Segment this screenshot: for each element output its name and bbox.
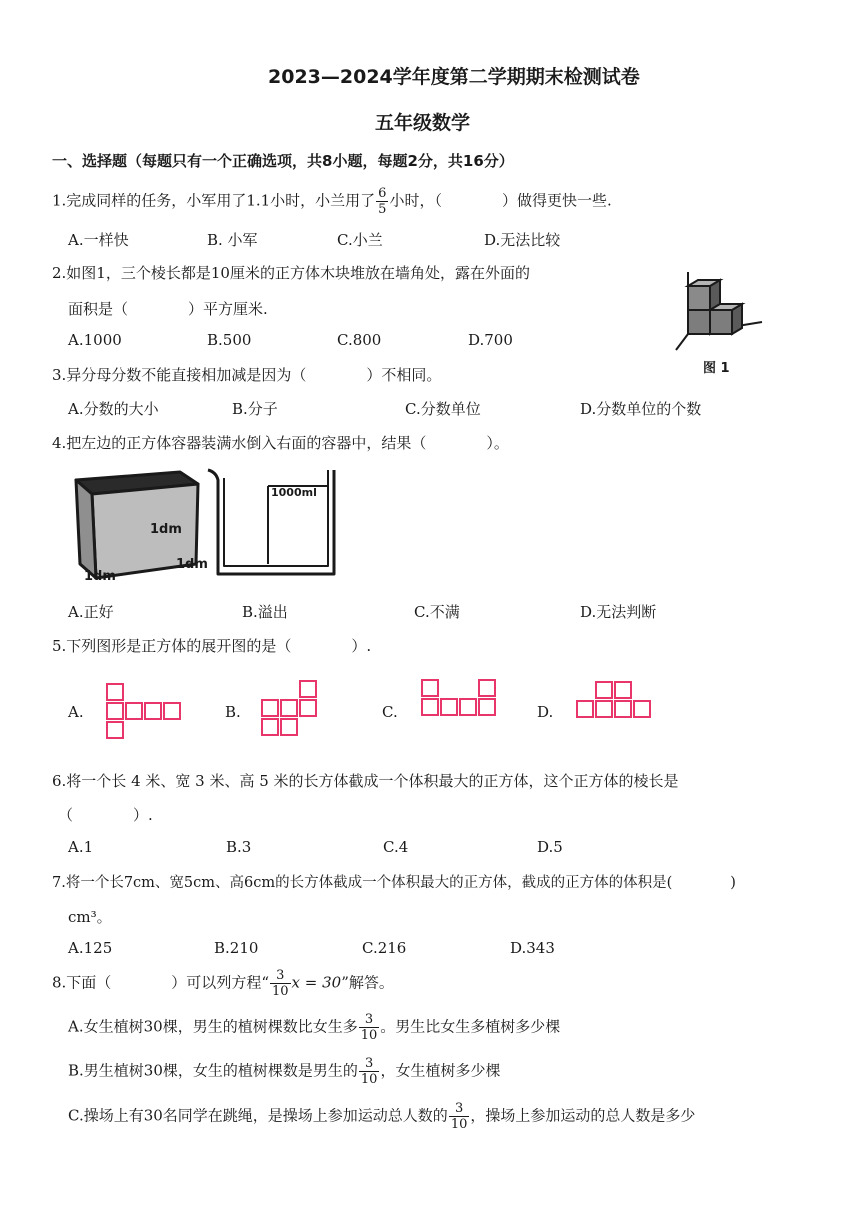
q8-text-b: ”解答。 — [341, 973, 394, 992]
q8-opt-c-text-a: C.操场上有30名同学在跳绳，是操场上参加运动总人数的 — [68, 1106, 448, 1125]
q3-option-b[interactable]: B.分子 — [232, 400, 278, 418]
q6-option-b[interactable]: B.3 — [226, 838, 252, 856]
q4-text: 4.把左边的正方体容器装满水倒入右面的容器中，结果（ ）。 — [52, 434, 509, 452]
q8-eq-den: 10 — [271, 984, 289, 999]
q2-option-c[interactable]: C.800 — [337, 331, 382, 349]
q2-option-a[interactable]: A.1000 — [68, 331, 122, 349]
q4-option-d[interactable]: D.无法判断 — [580, 603, 657, 621]
q5-option-d[interactable]: D. — [537, 703, 554, 721]
q7-line2: cm³。 — [68, 908, 112, 926]
q1-option-a[interactable]: A.一样快 — [68, 231, 129, 249]
q7-option-d[interactable]: D.343 — [510, 939, 555, 957]
q8-opt-c-den: 10 — [450, 1117, 468, 1132]
q8-opt-a-den: 10 — [360, 1028, 378, 1043]
q8-eq-fraction — [270, 968, 291, 999]
q8-text-a: 8.下面（ ）可以列方程“ — [52, 973, 269, 992]
q1-text-a: 1.完成同样的任务，小军用了1.1小时，小兰用了 — [52, 191, 376, 210]
q6-option-c[interactable]: C.4 — [383, 838, 409, 856]
q8-opt-b-num: 3 — [359, 1056, 380, 1072]
q2-option-b[interactable]: B.500 — [207, 331, 252, 349]
q1-fraction — [376, 186, 388, 217]
q2-option-d[interactable]: D.700 — [468, 331, 513, 349]
beaker-image — [204, 466, 340, 582]
q5-option-c[interactable]: C. — [382, 703, 398, 721]
q8-option-c[interactable] — [68, 1101, 695, 1132]
q8-opt-b-text-a: B.男生植树30棵，女生的植树棵数是男生的 — [68, 1061, 358, 1080]
q6-line1: 6.将一个长 4 米、宽 3 米、高 5 米的长方体截成一个体积最大的正方体，这个正方体的棱长是 — [52, 772, 679, 790]
cube-label-front: 1dm — [150, 522, 182, 537]
exam-title: 2023—2024学年度第二学期期末检测试卷 — [268, 66, 640, 88]
q8-eq-num: 3 — [270, 968, 291, 984]
question-8 — [52, 968, 394, 999]
q8-option-a[interactable] — [68, 1012, 560, 1043]
section-heading: 一、选择题（每题只有一个正确选项，共8小题，每题2分，共16分） — [52, 152, 514, 170]
q3-option-a[interactable]: A.分数的大小 — [68, 400, 159, 418]
q1-option-d[interactable]: D.无法比较 — [484, 231, 561, 249]
q6-option-d[interactable]: D.5 — [537, 838, 563, 856]
q2-line1: 2.如图1，三个棱长都是10厘米的正方体木块堆放在墙角处，露在外面的 — [52, 264, 530, 282]
q5-option-a[interactable]: A. — [68, 703, 84, 721]
q8-opt-a-text-a: A.女生植树30棵，男生的植树棵数比女生多 — [68, 1017, 358, 1036]
q1-option-c[interactable]: C.小兰 — [337, 231, 383, 249]
q6-line2: （ ）. — [58, 806, 153, 824]
q3-option-d[interactable]: D.分数单位的个数 — [580, 400, 702, 418]
figure-1-label: 图 1 — [703, 361, 730, 376]
q1-option-b[interactable]: B. 小军 — [207, 231, 258, 249]
q7-option-b[interactable]: B.210 — [214, 939, 259, 957]
q8-opt-c-num: 3 — [449, 1101, 470, 1117]
figure-1-cubes — [672, 272, 764, 354]
q5-text: 5.下列图形是正方体的展开图的是（ ）. — [52, 637, 372, 655]
exam-subtitle: 五年级数学 — [375, 112, 471, 134]
q7-option-c[interactable]: C.216 — [362, 939, 407, 957]
q8-opt-b-fraction — [359, 1056, 380, 1087]
q1-frac-den: 5 — [378, 202, 387, 217]
q8-opt-c-fraction — [449, 1101, 470, 1132]
q8-opt-c-text-b: ，操场上参加运动的总人数是多少 — [470, 1106, 696, 1125]
q8-option-b[interactable] — [68, 1056, 500, 1087]
q4-option-a[interactable]: A.正好 — [68, 603, 114, 621]
q5-option-b[interactable]: B. — [225, 703, 241, 721]
q8-opt-a-num: 3 — [359, 1012, 380, 1028]
q8-eq-rest: x = 30 — [291, 973, 342, 992]
q6-option-a[interactable]: A.1 — [68, 838, 94, 856]
q4-option-c[interactable]: C.不满 — [414, 603, 460, 621]
q3-option-c[interactable]: C.分数单位 — [405, 400, 481, 418]
cube-label-bottom: 1dm — [84, 569, 116, 584]
q1-text-b: 小时，（ ）做得更快一些. — [389, 191, 612, 210]
q3-text: 3.异分母分数不能直接相加减是因为（ ）不相同。 — [52, 366, 442, 384]
q4-option-b[interactable]: B.溢出 — [242, 603, 288, 621]
q2-line2: 面积是（ ）平方厘米. — [68, 300, 268, 318]
q8-opt-b-text-b: ，女生植树多少棵 — [380, 1061, 501, 1080]
q7-line1: 7.将一个长7cm、宽5cm、高6cm的长方体截成一个体积最大的正方体，截成的正方体的体积是( ) — [52, 875, 736, 891]
beaker-label: 1000ml — [271, 486, 317, 499]
question-1 — [52, 186, 612, 217]
q7-option-a[interactable]: A.125 — [68, 939, 113, 957]
q8-opt-a-text-b: 。男生比女生多植树多少棵 — [380, 1017, 561, 1036]
q1-frac-num: 6 — [378, 186, 387, 201]
q8-opt-a-fraction — [359, 1012, 380, 1043]
q8-opt-b-den: 10 — [360, 1072, 378, 1087]
cube-label-side: 1dm — [176, 557, 208, 572]
